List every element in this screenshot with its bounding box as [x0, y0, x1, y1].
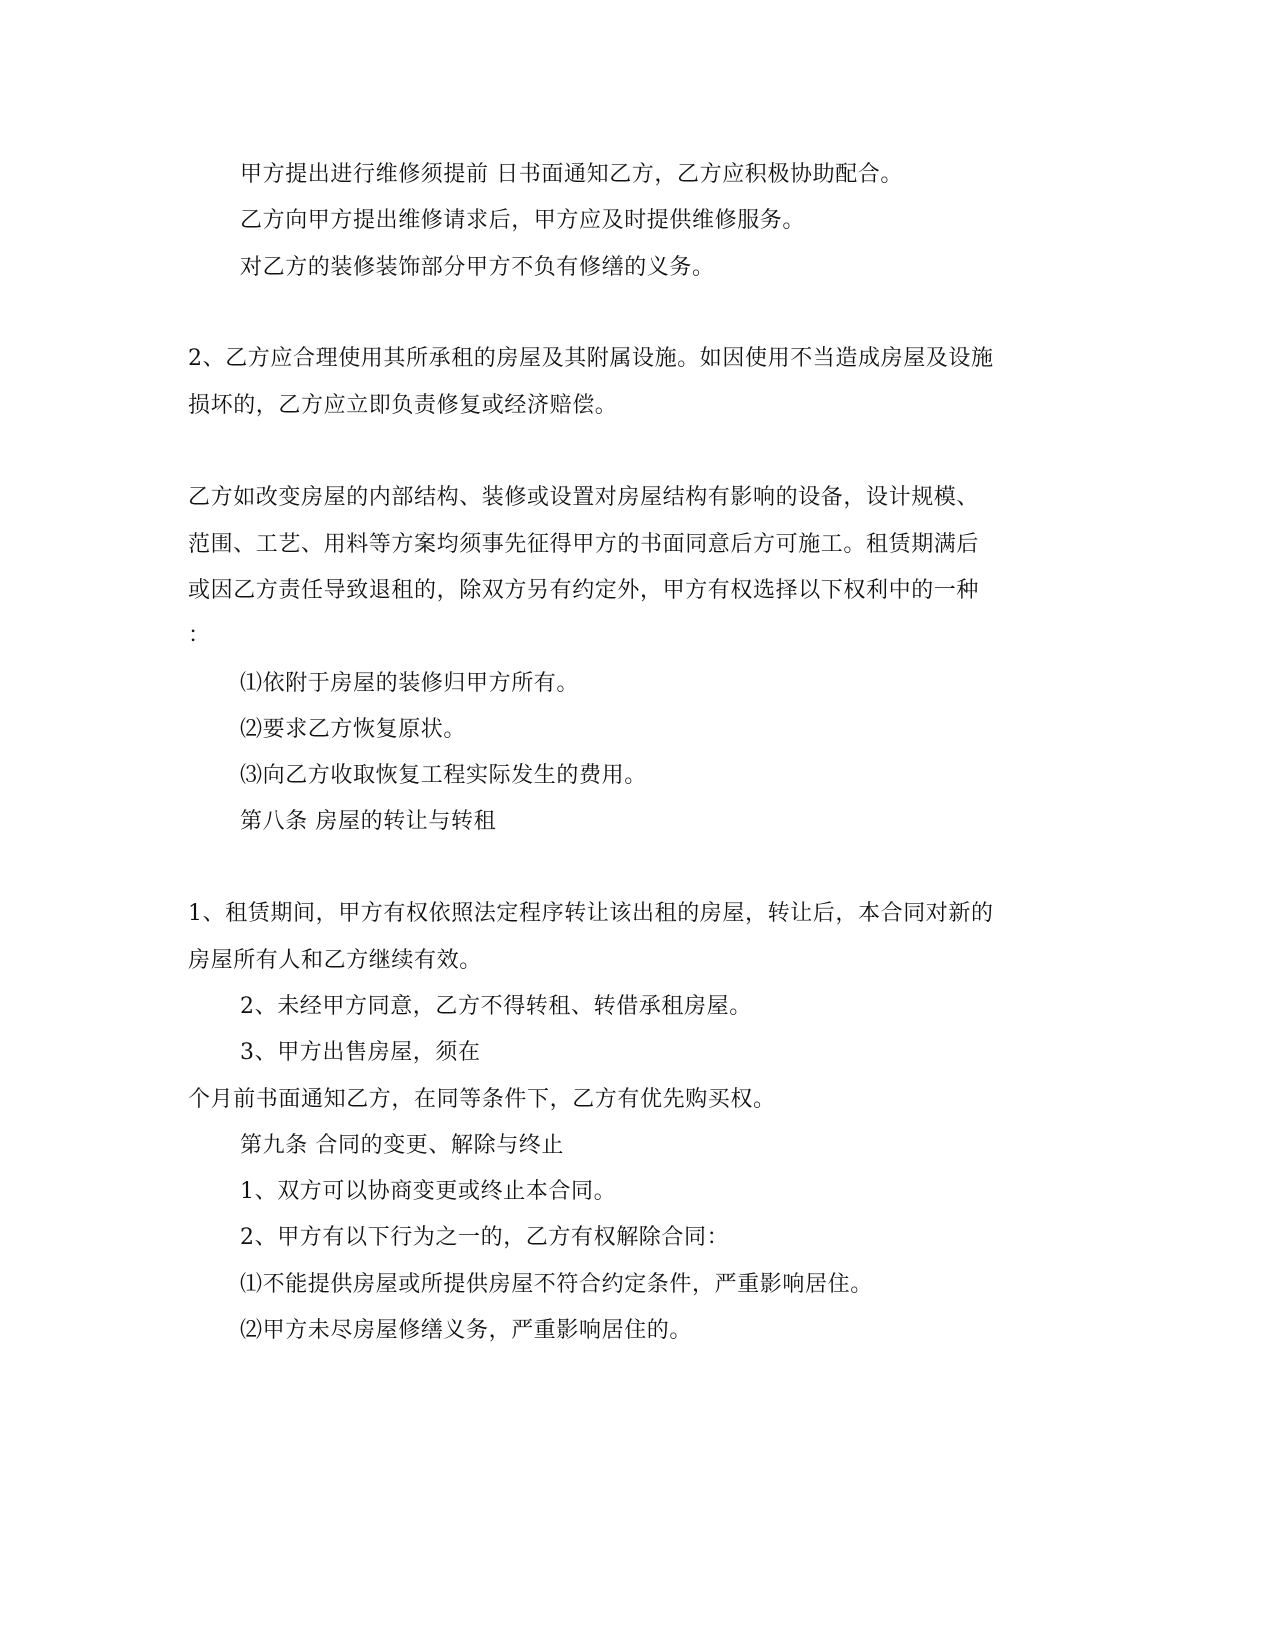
paragraph-line: 个月前书面通知乙方，在同等条件下，乙方有优先购买权。: [188, 1087, 776, 1112]
section-heading: 第八条 房屋的转让与转租: [240, 809, 497, 834]
paragraph-line: 房屋所有人和乙方继续有效。: [188, 948, 482, 973]
paragraph-line: 2、乙方应合理使用其所承租的房屋及其附属设施。如因使用不当造成房屋及设施: [188, 346, 994, 371]
paragraph-line: 对乙方的装修装饰部分甲方不负有修缮的义务。: [240, 255, 715, 280]
list-item: ⑵甲方未尽房屋修缮义务，严重影响居住的。: [240, 1318, 693, 1343]
paragraph-line: 乙方如改变房屋的内部结构、装修或设置对房屋结构有影响的设备，设计规模、: [188, 485, 980, 510]
list-item: ⑶向乙方收取恢复工程实际发生的费用。: [240, 763, 647, 788]
paragraph-line: 2、甲方有以下行为之一的，乙方有权解除合同：: [240, 1225, 730, 1250]
list-item: ⑴不能提供房屋或所提供房屋不符合约定条件，严重影响居住。: [240, 1272, 873, 1297]
list-item: ⑵要求乙方恢复原状。: [240, 717, 467, 742]
paragraph-line: 损坏的，乙方应立即负责修复或经济赔偿。: [188, 393, 618, 418]
paragraph-line: ：: [188, 623, 211, 648]
paragraph-line: 3、甲方出售房屋，须在: [240, 1040, 481, 1065]
paragraph-line: 乙方向甲方提出维修请求后，甲方应及时提供维修服务。: [240, 208, 806, 233]
paragraph-line: 或因乙方责任导致退租的，除双方另有约定外，甲方有权选择以下权利中的一种: [188, 578, 980, 603]
list-item: ⑴依附于房屋的装修归甲方所有。: [240, 671, 580, 696]
section-heading: 第九条 合同的变更、解除与终止: [240, 1133, 564, 1158]
paragraph-line: 甲方提出进行维修须提前 日书面通知乙方，乙方应积极协助配合。: [240, 162, 903, 187]
paragraph-line: 1、租赁期间，甲方有权依照法定程序转让该出租的房屋，转让后，本合同对新的: [188, 901, 994, 926]
paragraph-line: 1、双方可以协商变更或终止本合同。: [240, 1179, 617, 1204]
paragraph-line: 2、未经甲方同意，乙方不得转租、转借承租房屋。: [240, 994, 752, 1019]
paragraph-line: 范围、工艺、用料等方案均须事先征得甲方的书面同意后方可施工。租赁期满后: [188, 532, 980, 557]
